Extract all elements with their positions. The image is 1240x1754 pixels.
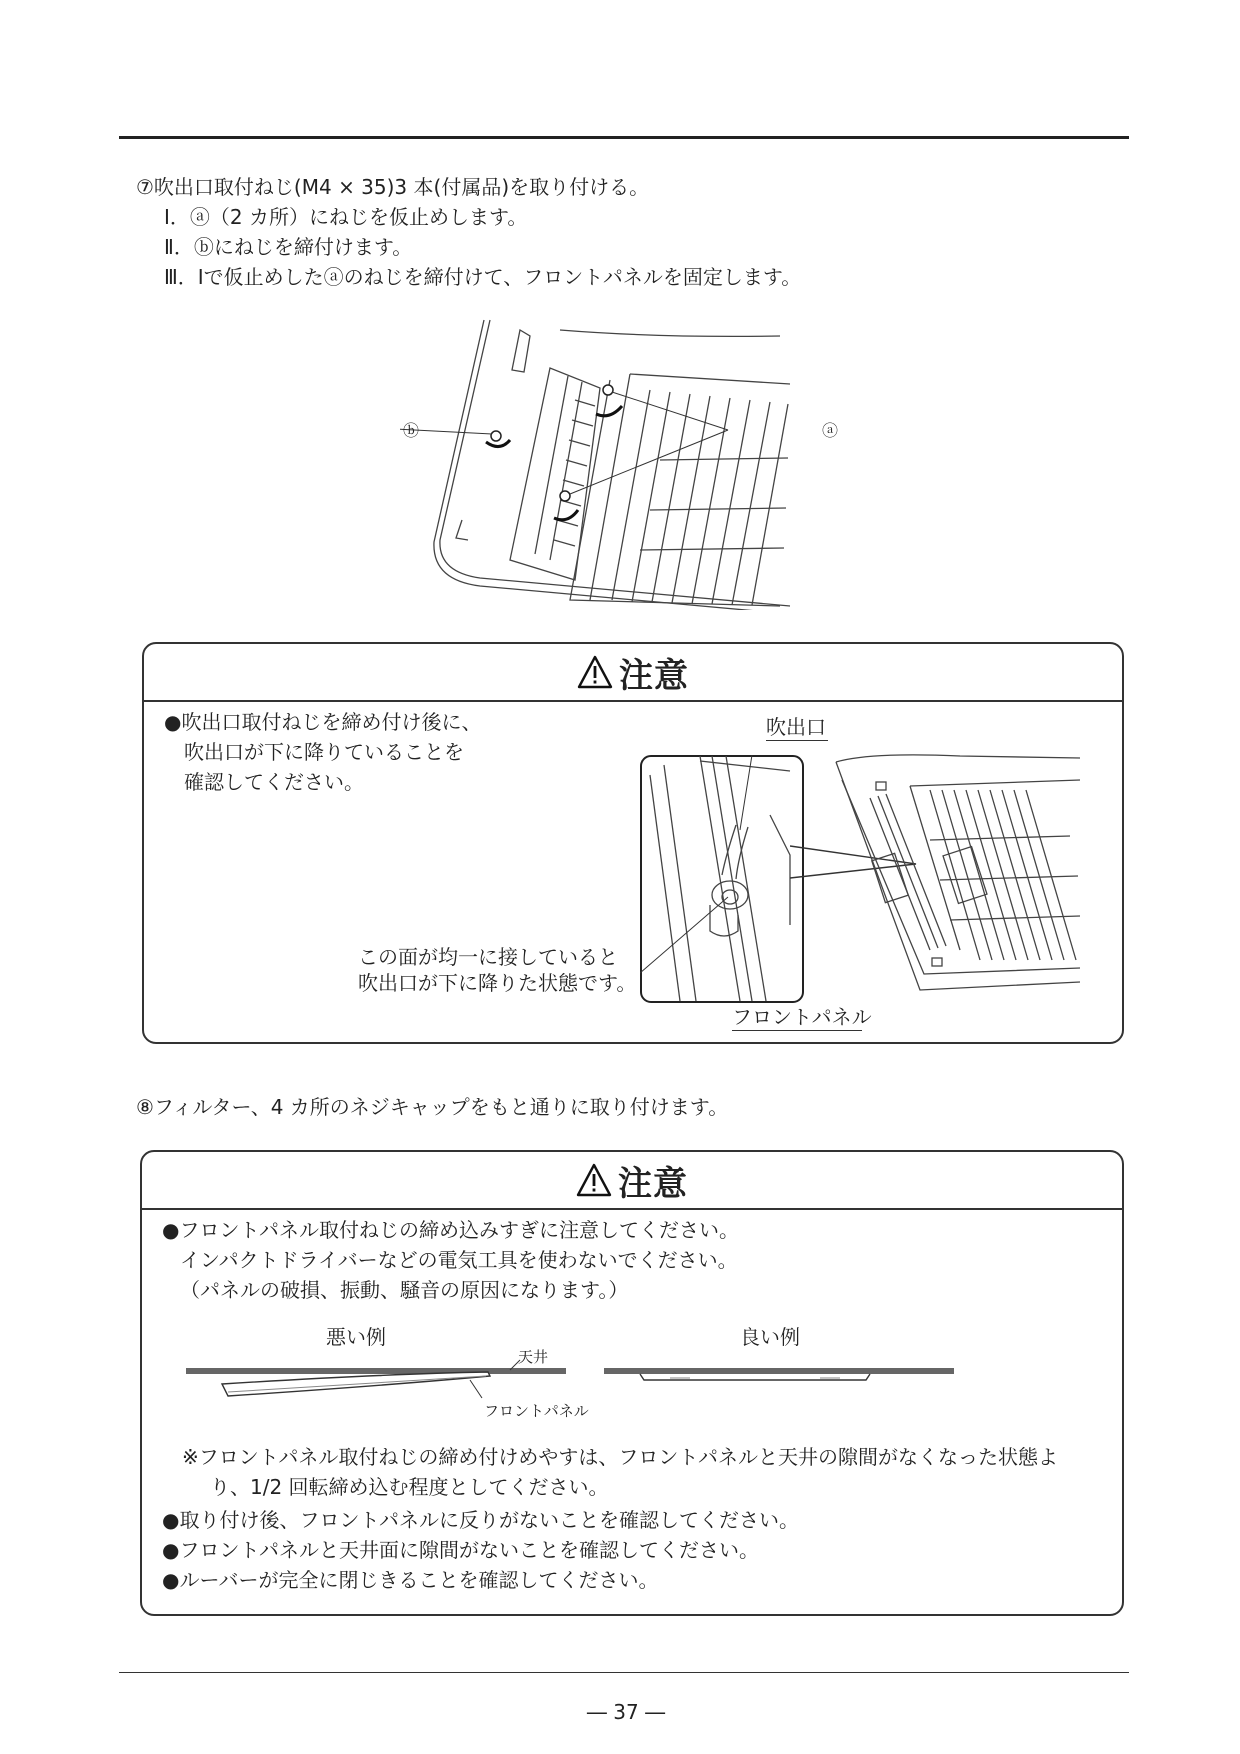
caution2-line1: ●フロントパネル取付ねじの締め込みすぎに注意してください。 xyxy=(162,1218,740,1242)
label-front-panel-1: フロントパネル xyxy=(732,1005,872,1029)
good-example-illustration xyxy=(600,1350,960,1400)
top-rule xyxy=(119,136,1129,139)
caution-title-2: 注意 xyxy=(618,1163,688,1204)
step7-sub2: Ⅱ．ⓑにねじを締付けます。 xyxy=(164,235,413,259)
label-ceiling: 天井 xyxy=(518,1348,549,1366)
check-2: ●フロントパネルと天井面に隙間がないことを確認してください。 xyxy=(162,1538,760,1562)
warning-triangle-icon xyxy=(577,655,613,689)
note-line1: ※フロントパネル取付ねじの締め付けめやすは、フロントパネルと天井の隙間がなくなった状態よ xyxy=(182,1445,1058,1469)
label-a: ⓐ xyxy=(822,421,839,440)
check-3: ●ルーバーが完全に閉じきることを確認してください。 xyxy=(162,1568,659,1592)
caution-title-1: 注意 xyxy=(619,655,689,696)
outlet-underline xyxy=(766,740,828,741)
step7-sub3: Ⅲ．Ⅰで仮止めしたⓐのねじを締付けて、フロントパネルを固定します。 xyxy=(164,265,802,289)
warning-triangle-icon xyxy=(576,1163,612,1197)
bottom-rule xyxy=(119,1672,1129,1673)
step7-sub1: Ⅰ．ⓐ（2 カ所）にねじを仮止めします。 xyxy=(164,205,528,229)
step7-heading: ⑦吹出口取付ねじ(M4 × 35)3 本(付属品)を取り付ける。 xyxy=(136,175,650,199)
note-line2: り、1/2 回転締め込む程度としてください。 xyxy=(210,1475,609,1499)
caution1-line2: 吹出口が下に降りていることを xyxy=(184,740,464,764)
good-example-label: 良い例 xyxy=(740,1325,800,1349)
bad-example-label: 悪い例 xyxy=(326,1325,386,1349)
page-number: ― 37 ― xyxy=(586,1700,666,1724)
label-contact-2: 吹出口が下に降りた状態です。 xyxy=(358,971,637,995)
check-1: ●取り付け後、フロントパネルに反りがないことを確認してください。 xyxy=(162,1508,800,1532)
caution1-line1: ●吹出口取付ねじを締め付け後に、 xyxy=(164,710,482,734)
caution-header-2 xyxy=(142,1152,1122,1210)
outlet-unit-illustration xyxy=(830,750,1080,1005)
caution-header-1 xyxy=(144,644,1122,702)
label-outlet: 吹出口 xyxy=(766,715,826,739)
caution1-line3: 確認してください。 xyxy=(184,770,364,794)
caution2-line2: インパクトドライバーなどの電気工具を使わないでください。 xyxy=(180,1248,738,1272)
caution2-line3: （パネルの破損、振動、騒音の原因になります。） xyxy=(180,1278,629,1302)
panel-underline xyxy=(732,1030,862,1031)
step8-heading: ⑧フィルター、4 カ所のネジキャップをもと通りに取り付けます。 xyxy=(136,1095,729,1119)
label-front-panel-2: フロントパネル xyxy=(484,1402,589,1420)
outlet-detail-zoom-illustration xyxy=(640,755,805,1005)
label-b: ⓑ xyxy=(403,421,420,440)
outlet-screw-illustration xyxy=(400,310,800,610)
label-contact-1: この面が均一に接していると xyxy=(358,945,618,969)
